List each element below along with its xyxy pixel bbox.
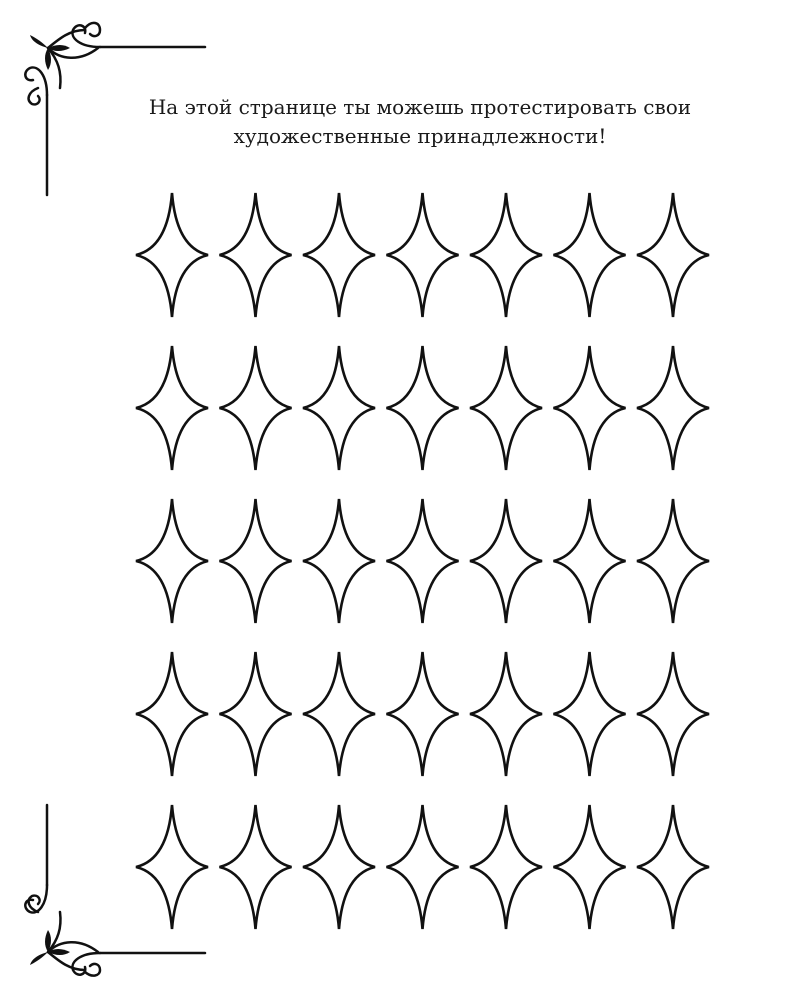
star-swatch-icon[interactable] <box>554 499 626 623</box>
star-swatch-icon[interactable] <box>637 346 709 470</box>
star-swatch-icon[interactable] <box>220 652 292 776</box>
star-swatch-icon[interactable] <box>220 193 292 317</box>
star-swatch-icon[interactable] <box>303 805 375 929</box>
star-swatch-icon[interactable] <box>303 193 375 317</box>
star-swatch-icon[interactable] <box>470 805 542 929</box>
star-swatch-icon[interactable] <box>470 652 542 776</box>
star-swatch-icon[interactable] <box>554 346 626 470</box>
star-swatch-icon[interactable] <box>136 193 208 317</box>
star-swatch-icon[interactable] <box>136 652 208 776</box>
star-swatch-icon[interactable] <box>303 346 375 470</box>
star-swatch-icon[interactable] <box>387 805 459 929</box>
star-swatch-icon[interactable] <box>470 499 542 623</box>
star-swatch-icon[interactable] <box>220 346 292 470</box>
star-swatch-icon[interactable] <box>303 652 375 776</box>
star-swatch-icon[interactable] <box>136 346 208 470</box>
star-swatch-icon[interactable] <box>554 805 626 929</box>
star-swatch-icon[interactable] <box>303 499 375 623</box>
star-swatch-icon[interactable] <box>470 193 542 317</box>
star-swatch-icon[interactable] <box>387 193 459 317</box>
star-swatch-icon[interactable] <box>220 805 292 929</box>
star-swatch-icon[interactable] <box>136 805 208 929</box>
instruction-line-1: На этой странице ты можешь протестировать свои <box>148 95 692 119</box>
star-swatch-icon[interactable] <box>637 805 709 929</box>
star-swatch-icon[interactable] <box>554 193 626 317</box>
star-swatch-icon[interactable] <box>387 346 459 470</box>
instruction-line-2: художественные принадлежности! <box>233 124 607 148</box>
star-swatch-icon[interactable] <box>136 499 208 623</box>
star-swatch-icon[interactable] <box>387 652 459 776</box>
star-swatch-icon[interactable] <box>387 499 459 623</box>
star-swatch-icon[interactable] <box>554 652 626 776</box>
star-swatch-icon[interactable] <box>637 499 709 623</box>
star-swatch-icon[interactable] <box>637 652 709 776</box>
star-swatch-icon[interactable] <box>470 346 542 470</box>
star-swatch-icon[interactable] <box>637 193 709 317</box>
star-swatch-icon[interactable] <box>220 499 292 623</box>
